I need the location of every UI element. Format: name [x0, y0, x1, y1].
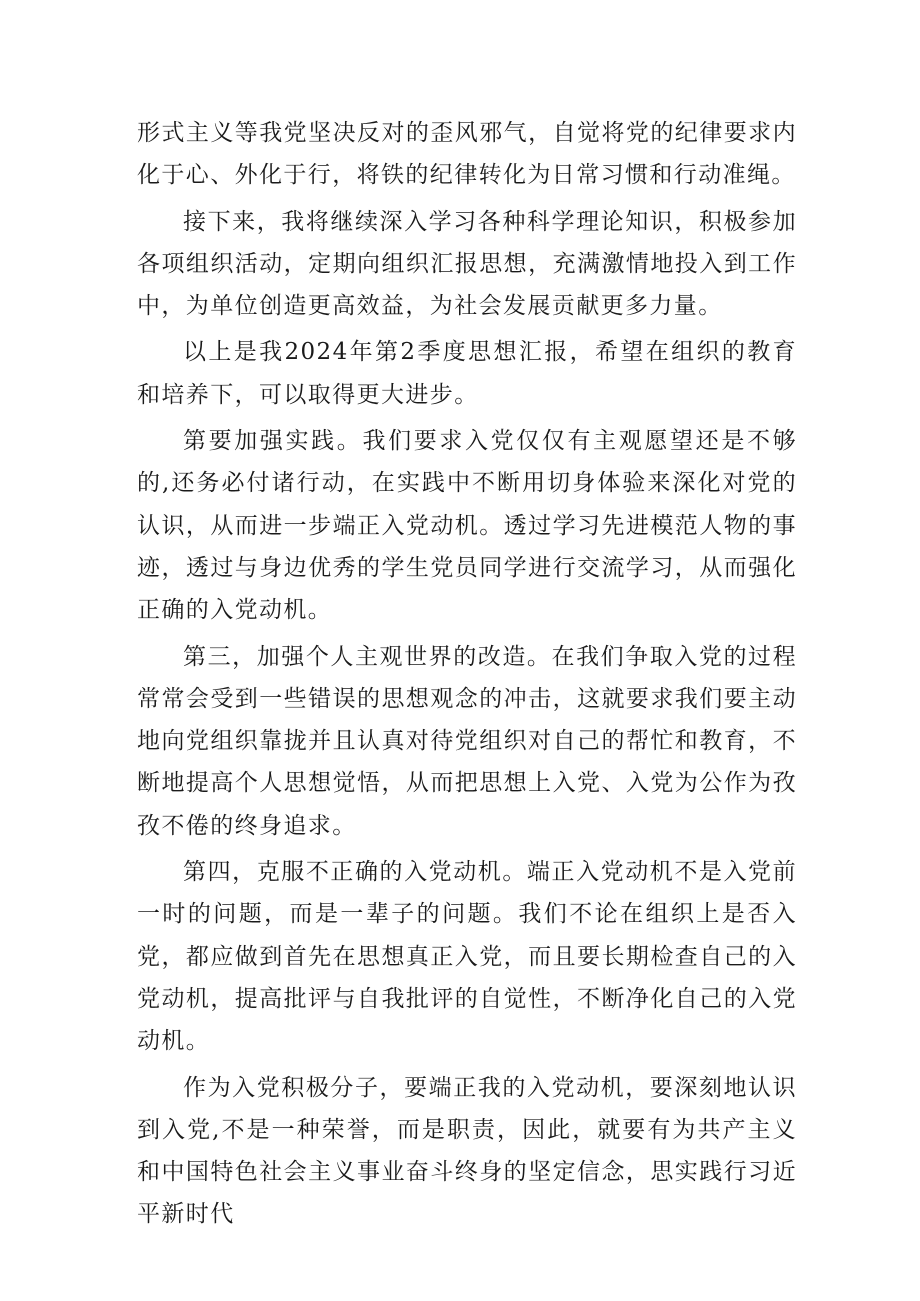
- paragraph-fourth: 第四，克服不正确的入党动机。端正入党动机不是入党前一时的问题，而是一辈子的问题。我们不论在组织上是否入党，都应做到首先在思想真正入党，而且要长期检查自己的入党动机，提高批评与自我批评的自觉性，不断净化自己的入党动机。: [137, 859, 797, 1055]
- paragraph-next-steps: 接下来，我将继续深入学习各种科学理论知识，积极参加各项组织活动，定期向组织汇报思想，充满激情地投入到工作中，为单位创造更高效益，为社会发展贡献更多力量。: [137, 208, 797, 320]
- document-body: [137, 112, 797, 1240]
- paragraph-third: 第三，加强个人主观世界的改造。在我们争取入党的过程常常会受到一些错误的思想观念的冲击，这就要求我们要主动地向党组织靠拢并且认真对待党组织对自己的帮忙和教育，不断地提高个人思想觉悟，从而把思想上入党、入党为公作为孜孜不倦的终身追求。: [137, 643, 797, 839]
- paragraph-summary: 以上是我2024年第2季度思想汇报，希望在组织的教育和培养下，可以取得更大进步。: [137, 339, 797, 408]
- paragraph-practice: 第要加强实践。我们要求入党仅仅有主观愿望还是不够的,还务必付诸行动，在实践中不断用切身体验来深化对党的认识，从而进一步端正入党动机。透过学习先进模范人物的事迹，透过与身边优秀的学生党员同学进行交流学习，从而强化正确的入党动机。: [137, 428, 797, 624]
- paragraph-activist: 作为入党积极分子，要端正我的入党动机，要深刻地认识到入党,不是一种荣誉，而是职责，因此，就要有为共产主义和中国特色社会主义事业奋斗终身的坚定信念，思实践行习近平新时代: [137, 1074, 797, 1228]
- paragraph-continuation: 形式主义等我党坚决反对的歪风邪气，自觉将党的纪律要求内化于心、外化于行，将铁的纪律转化为日常习惯和行动准绳。: [137, 120, 797, 189]
